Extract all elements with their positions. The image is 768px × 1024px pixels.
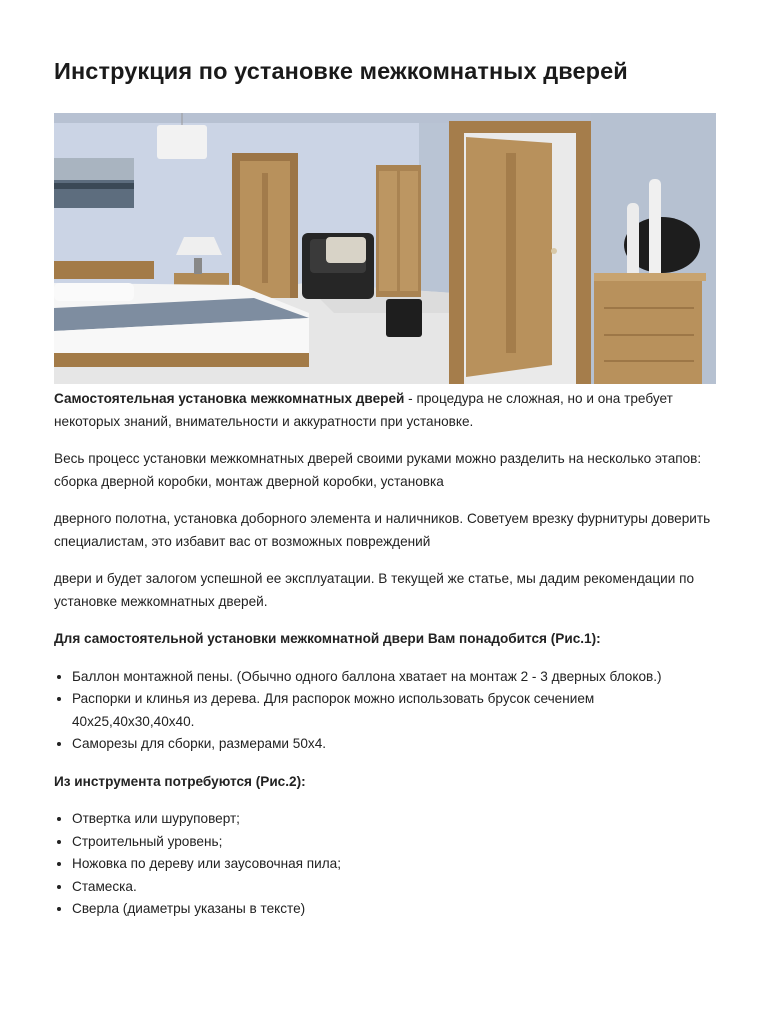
intro-strong: Самостоятельная установка межкомнатных дверей <box>54 391 405 406</box>
list-item: • Сверла (диаметры указаны в тексте) <box>72 898 716 921</box>
list-item: • Баллон монтажной пены. (Обычно одного баллона хватает на монтаж 2 - 3 дверных блоков.) <box>72 666 716 689</box>
paragraph: двери и будет залогом успешной ее эксплуатации. В текущей же статье, мы дадим рекомендации по установке межкомнатных дверей. <box>54 571 695 609</box>
list-item: • Строительный уровень; <box>72 831 716 854</box>
intro-paragraph <box>54 388 716 433</box>
list-item: • Отвертка или шуруповерт; <box>72 808 716 831</box>
bedroom-doors-photo <box>54 113 716 384</box>
list-item: • Распорки и клинья из дерева. Для распорок можно использовать брусок сечением 40х25,40х30,40х40. <box>72 688 716 733</box>
intro-rest: - процедура не сложная, но и она требует некоторых знаний, внимательности и аккуратности при установке. <box>54 391 673 429</box>
materials-list <box>54 666 716 756</box>
list-item: • Стамеска. <box>72 876 716 899</box>
paragraph: дверного полотна, установка доборного элемента и наличников. Советуем врезку фурнитуры доверить специалистам, это избавит вас от возможных повреждений <box>54 511 711 549</box>
article-body <box>54 388 716 936</box>
tools-list <box>54 808 716 921</box>
materials-heading: Для самостоятельной установки межкомнатной двери Вам понадобится (Рис.1): <box>54 631 601 646</box>
list-item: • Ножовка по дереву или заусовочная пила; <box>72 853 716 876</box>
paragraph: Весь процесс установки межкомнатных дверей своими руками можно разделить на несколько этапов: сборка дверной коробки, монтаж дверной коробки, установка <box>54 451 702 489</box>
tools-heading: Из инструмента потребуются (Рис.2): <box>54 773 306 789</box>
list-item: • Саморезы для сборки, размерами 50х4. <box>72 733 716 756</box>
page-title: Инструкция по установке межкомнатных дверей <box>54 58 628 84</box>
